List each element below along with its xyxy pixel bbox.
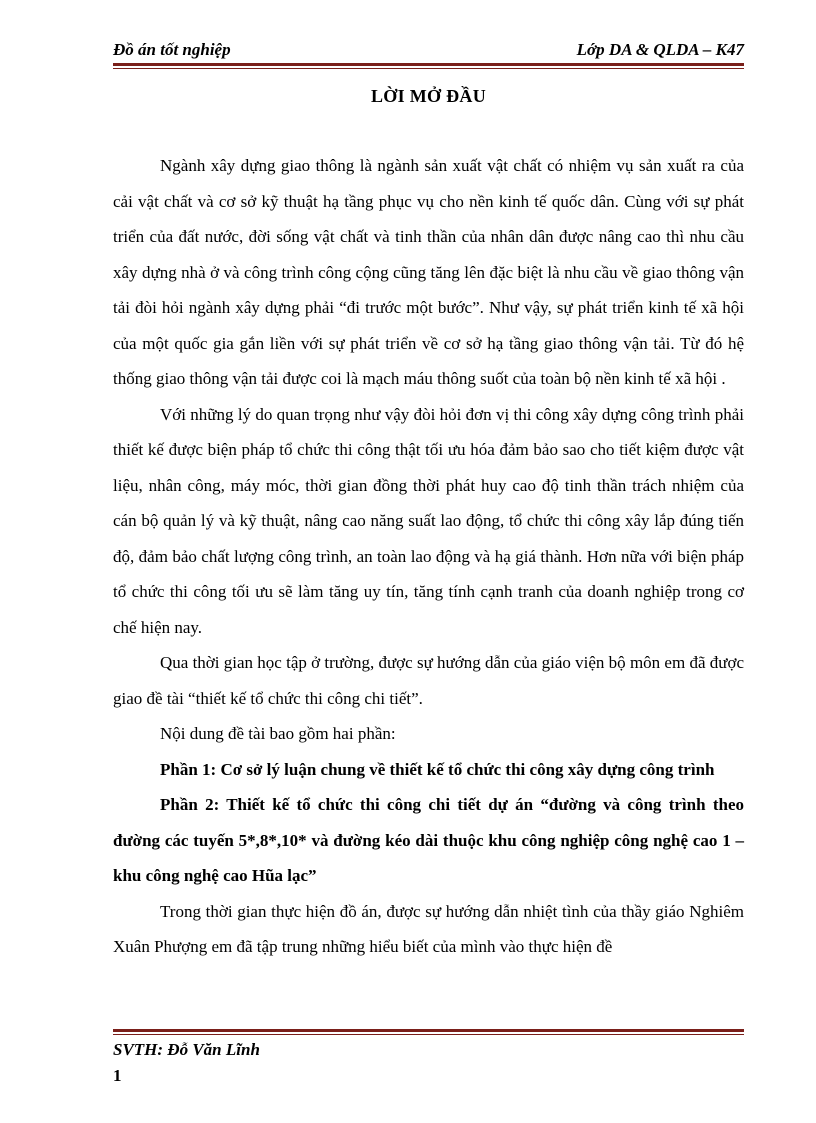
header-left: Đồ án tốt nghiệp — [113, 40, 231, 59]
paragraph: Nội dung đề tài bao gồm hai phần: — [160, 724, 396, 743]
part-2-heading: Phần 2: Thiết kế tổ chức thi công chi tiết dự án “đường và công trình theo đường các tuyến 5*,8*,10* và đường kéo dài thuộc khu công nghiệp công nghệ cao 1 – khu công nghệ cao Hũa lạc” — [113, 795, 744, 885]
page-number: 1 — [113, 1066, 122, 1085]
paragraph: Qua thời gian học tập ở trường, được sự hướng dẫn của giáo viện bộ môn em đã được giao đề tài “thiết kế tổ chức thi công chi tiết”. — [113, 653, 744, 708]
header-right: Lớp DA & QLDA – K47 — [576, 40, 744, 59]
document-body — [113, 148, 744, 965]
paragraph: Ngành xây dựng giao thông là ngành sản xuất vật chất có nhiệm vụ sản xuất ra của cải vật chất và cơ sở kỹ thuật hạ tầng phục vụ cho nền kinh tế quốc dân. Cùng với sự phát triển của đất nước, đời sống vật chất và tinh thần của nhân dân được nâng cao thì nhu cầu xây dựng nhà ở và công trình công cộng cũng tăng lên đặc biệt là nhu cầu về giao thông vận tải đòi hỏi ngành xây dựng phải “đi trước một bước”. Như vậy, sự phát triển kinh tế xã hội của một quốc gia gắn liền với sự phát triển về cơ sở hạ tầng giao thông vận tải. Từ đó hệ thống giao thông vận tải được coi là mạch máu thông suốt của toàn bộ nền kinh tế xã hội . — [113, 156, 744, 388]
page-header — [113, 34, 744, 60]
part-1-heading: Phần 1: Cơ sở lý luận chung về thiết kế tổ chức thi công xây dựng công trình — [160, 759, 715, 779]
footer-rule — [113, 1029, 744, 1035]
paragraph: Trong thời gian thực hiện đồ án, được sự hướng dẫn nhiệt tình của thầy giáo Nghiêm Xuân Phượng em đã tập trung những hiểu biết của mình vào thực hiện đề — [113, 901, 744, 956]
paragraph: Với những lý do quan trọng như vậy đòi hỏi đơn vị thi công xây dựng công trình phải thiết kế được biện pháp tổ chức thi công thật tối ưu hóa đảm bảo sao cho tiết kiệm được vật liệu, nhân công, máy móc, thời gian đồng thời phát huy cao độ tinh thần trách nhiệm của cán bộ quản lý và kỹ thuật, nâng cao năng suất lao động, tổ chức thi công xây lắp đúng tiến độ, đảm bảo chất lượng công trình, an toàn lao động và hạ giá thành. Hơn nữa với biện pháp tổ chức thi công tối ưu sẽ làm tăng uy tín, tăng tính cạnh tranh của doanh nghiệp trong cơ chế hiện nay. — [113, 404, 744, 637]
page-title: LỜI MỞ ĐẦU — [371, 86, 486, 106]
footer-author: SVTH: Đỗ Văn Lĩnh — [113, 1040, 260, 1059]
header-rule — [113, 63, 744, 69]
